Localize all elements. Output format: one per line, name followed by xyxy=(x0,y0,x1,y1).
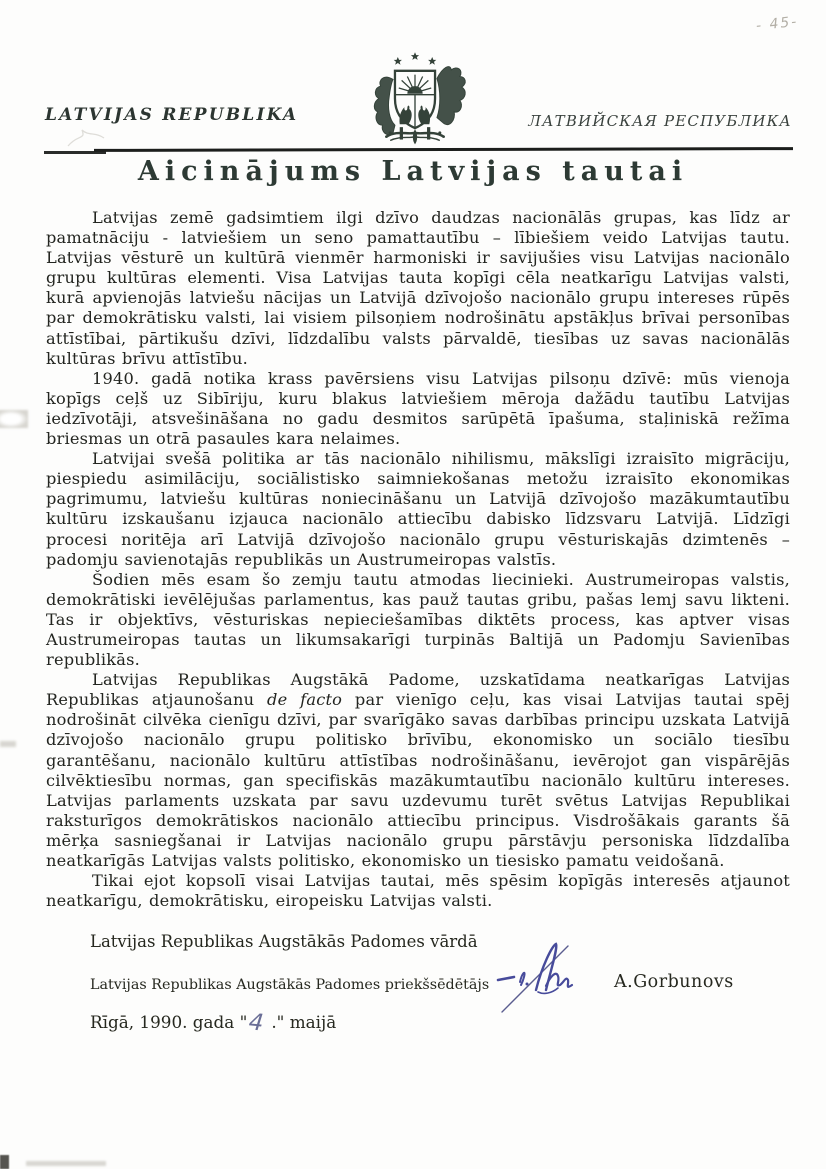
document-body xyxy=(46,208,790,911)
header-title-latvian: LATVIJAS REPUBLIKA xyxy=(45,105,299,125)
date-suffix: ." maijā xyxy=(265,1012,337,1032)
de-facto-italic: de facto xyxy=(267,690,343,710)
document-title: Aicinājums Latvijas tautai xyxy=(137,156,689,187)
paragraph-5-after: par vienīgo ceļu, kas visai Latvijas tautai spēj nodrošināt cilvēka cienīgu dzīvi, par svarīgāko savas darbības principu uzskata Latvijā dzīvojošo nacionālo grupu politisko brīvību, ekonomisko un sociālo tiesību garantēšanu, nacionālo kultūru attīstības nodrošināšanu, ievērojot gan vispārējās cilvēktiesību normas, gan specifiskās mazākumtautību nacionālo kultūru intereses. Latvijas parlaments uzskata par savu uzdevumu turēt svētus Latvijas Republikai raksturīgos demokrātiskos nacionālo attiecību principus. Visdrošākais garants šā mērķa sasniegšanai ir Latvijas nacionālo grupu pārstāvju personiska līdzdalība neatkarīgās Latvijas valsts politisko, ekonomisko un tiesisko pamatu veidošanā. xyxy=(46,690,790,870)
latvia-coat-of-arms-icon xyxy=(352,50,478,147)
date-line xyxy=(90,1009,337,1037)
pencil-page-number: - 45- xyxy=(754,13,799,35)
signer-name: A.Gorbunovs xyxy=(614,972,734,992)
paragraph-2: 1940. gadā notika krass pavērsiens visu Latvijas pilsoņu dzīvē: mūs vienoja kopīgs ceļš uz Sibīriju, kuru blakus latviešiem mēroja dažādu tautību Latvijas iedzīvotāji, atsvešināšana no gadu desmitos sarūpētā īpašuma, staļiniskā režīma briesmas un otrā pasaules kara nelaimes. xyxy=(46,368,790,449)
scan-artifact-blotch xyxy=(0,410,28,428)
closing-on-behalf: Latvijas Republikas Augstākās Padomes vārdā xyxy=(90,932,478,951)
scan-artifact-bottom-left xyxy=(0,1155,9,1169)
signature-ink xyxy=(492,938,612,1020)
date-day-handwritten: 4 xyxy=(247,1009,266,1037)
paragraph-1: Latvijas zemē gadsimtiem ilgi dzīvo daudzas nacionālās grupas, kas līdz ar pamatnāciju - latviešiem un seno pamattautību – lībiešiem veido Latvijas tautu. Latvijas vēsturē un kultūrā vienmēr harmoniski ir savijušies visu Latvijas nacionālo grupu kultūras elementi. Visa Latvijas tauta kopīgi cēla neatkarīgu Latvijas valsti, kurā apvienojās latviešu nācijas un Latvijā dzīvojošo nacionālo grupu intereses rūpēs par demokrātisku valsti, lai visiem pilsoņiem nodrošinātu apstākļus brīvai personības attīstībai, pārtikušu dzīvi, līdzdalību valsts pārvaldē, tiesības uz savas nacionālās kultūras brīvu attīstību. xyxy=(46,208,790,368)
scan-artifact-left-dash xyxy=(0,741,16,747)
paragraph-5-before: Latvijas Republikas Augstākā Padome, uzskatīdama neatkarīgas Latvijas Republikas atjaunošanu xyxy=(46,670,790,710)
paragraph-3: Latvijai svešā politika ar tās nacionālo nihilismu, mākslīgi izraisīto migrāciju, piespiedu asimilāciju, sociālistisko saimniekošanas metožu izraisīto ekonomikas pagrimumu, latviešu kultūras noniecināšanu un Latvijā dzīvojošo mazākumtautību kultūru izskaušanu izjauca nacionālo attiecību dabisko līdzsvaru Latvijā. Līdzīgi procesi noritēja arī Latvijā dzīvojošo nacionālo grupu vēsturiskajās dzimtenēs – padomju savienotajās republikās un Austrumeiropas valstīs. xyxy=(46,449,790,569)
paragraph-6: Tikai ejot kopsolī visai Latvijas tautai, mēs spēsim kopīgās interesēs atjaunot neatkarīgu, demokrātisku, eiropeisku Latvijas valsti. xyxy=(46,871,790,911)
paragraph-4: Šodien mēs esam šo zemju tautu atmodas liecinieki. Austrumeiropas valstis, demokrātiski ievēlējušas parlamentus, kas pauž tautas gribu, pašas lemj savu likteni. Tas ir objektīvs, vēsturiskas nepieciešamības diktēts process, kas aptver visas Austrumeiropas tautas un likumsakarīgi turpinās Baltijā un Padomju Savienības republikās. xyxy=(46,569,790,670)
header-rule xyxy=(94,147,793,152)
paragraph-5 xyxy=(46,670,790,871)
pencil-squiggle-mark xyxy=(64,124,108,150)
date-prefix: Rīgā, 1990. gada " xyxy=(90,1012,248,1032)
signer-title: Latvijas Republikas Augstākās Padomes priekšsēdētājs xyxy=(90,977,490,993)
scan-artifact-bottom-smudge xyxy=(26,1161,106,1166)
header-title-russian: ЛАТВИЙСКАЯ РЕСПУБЛИКА xyxy=(528,112,792,130)
